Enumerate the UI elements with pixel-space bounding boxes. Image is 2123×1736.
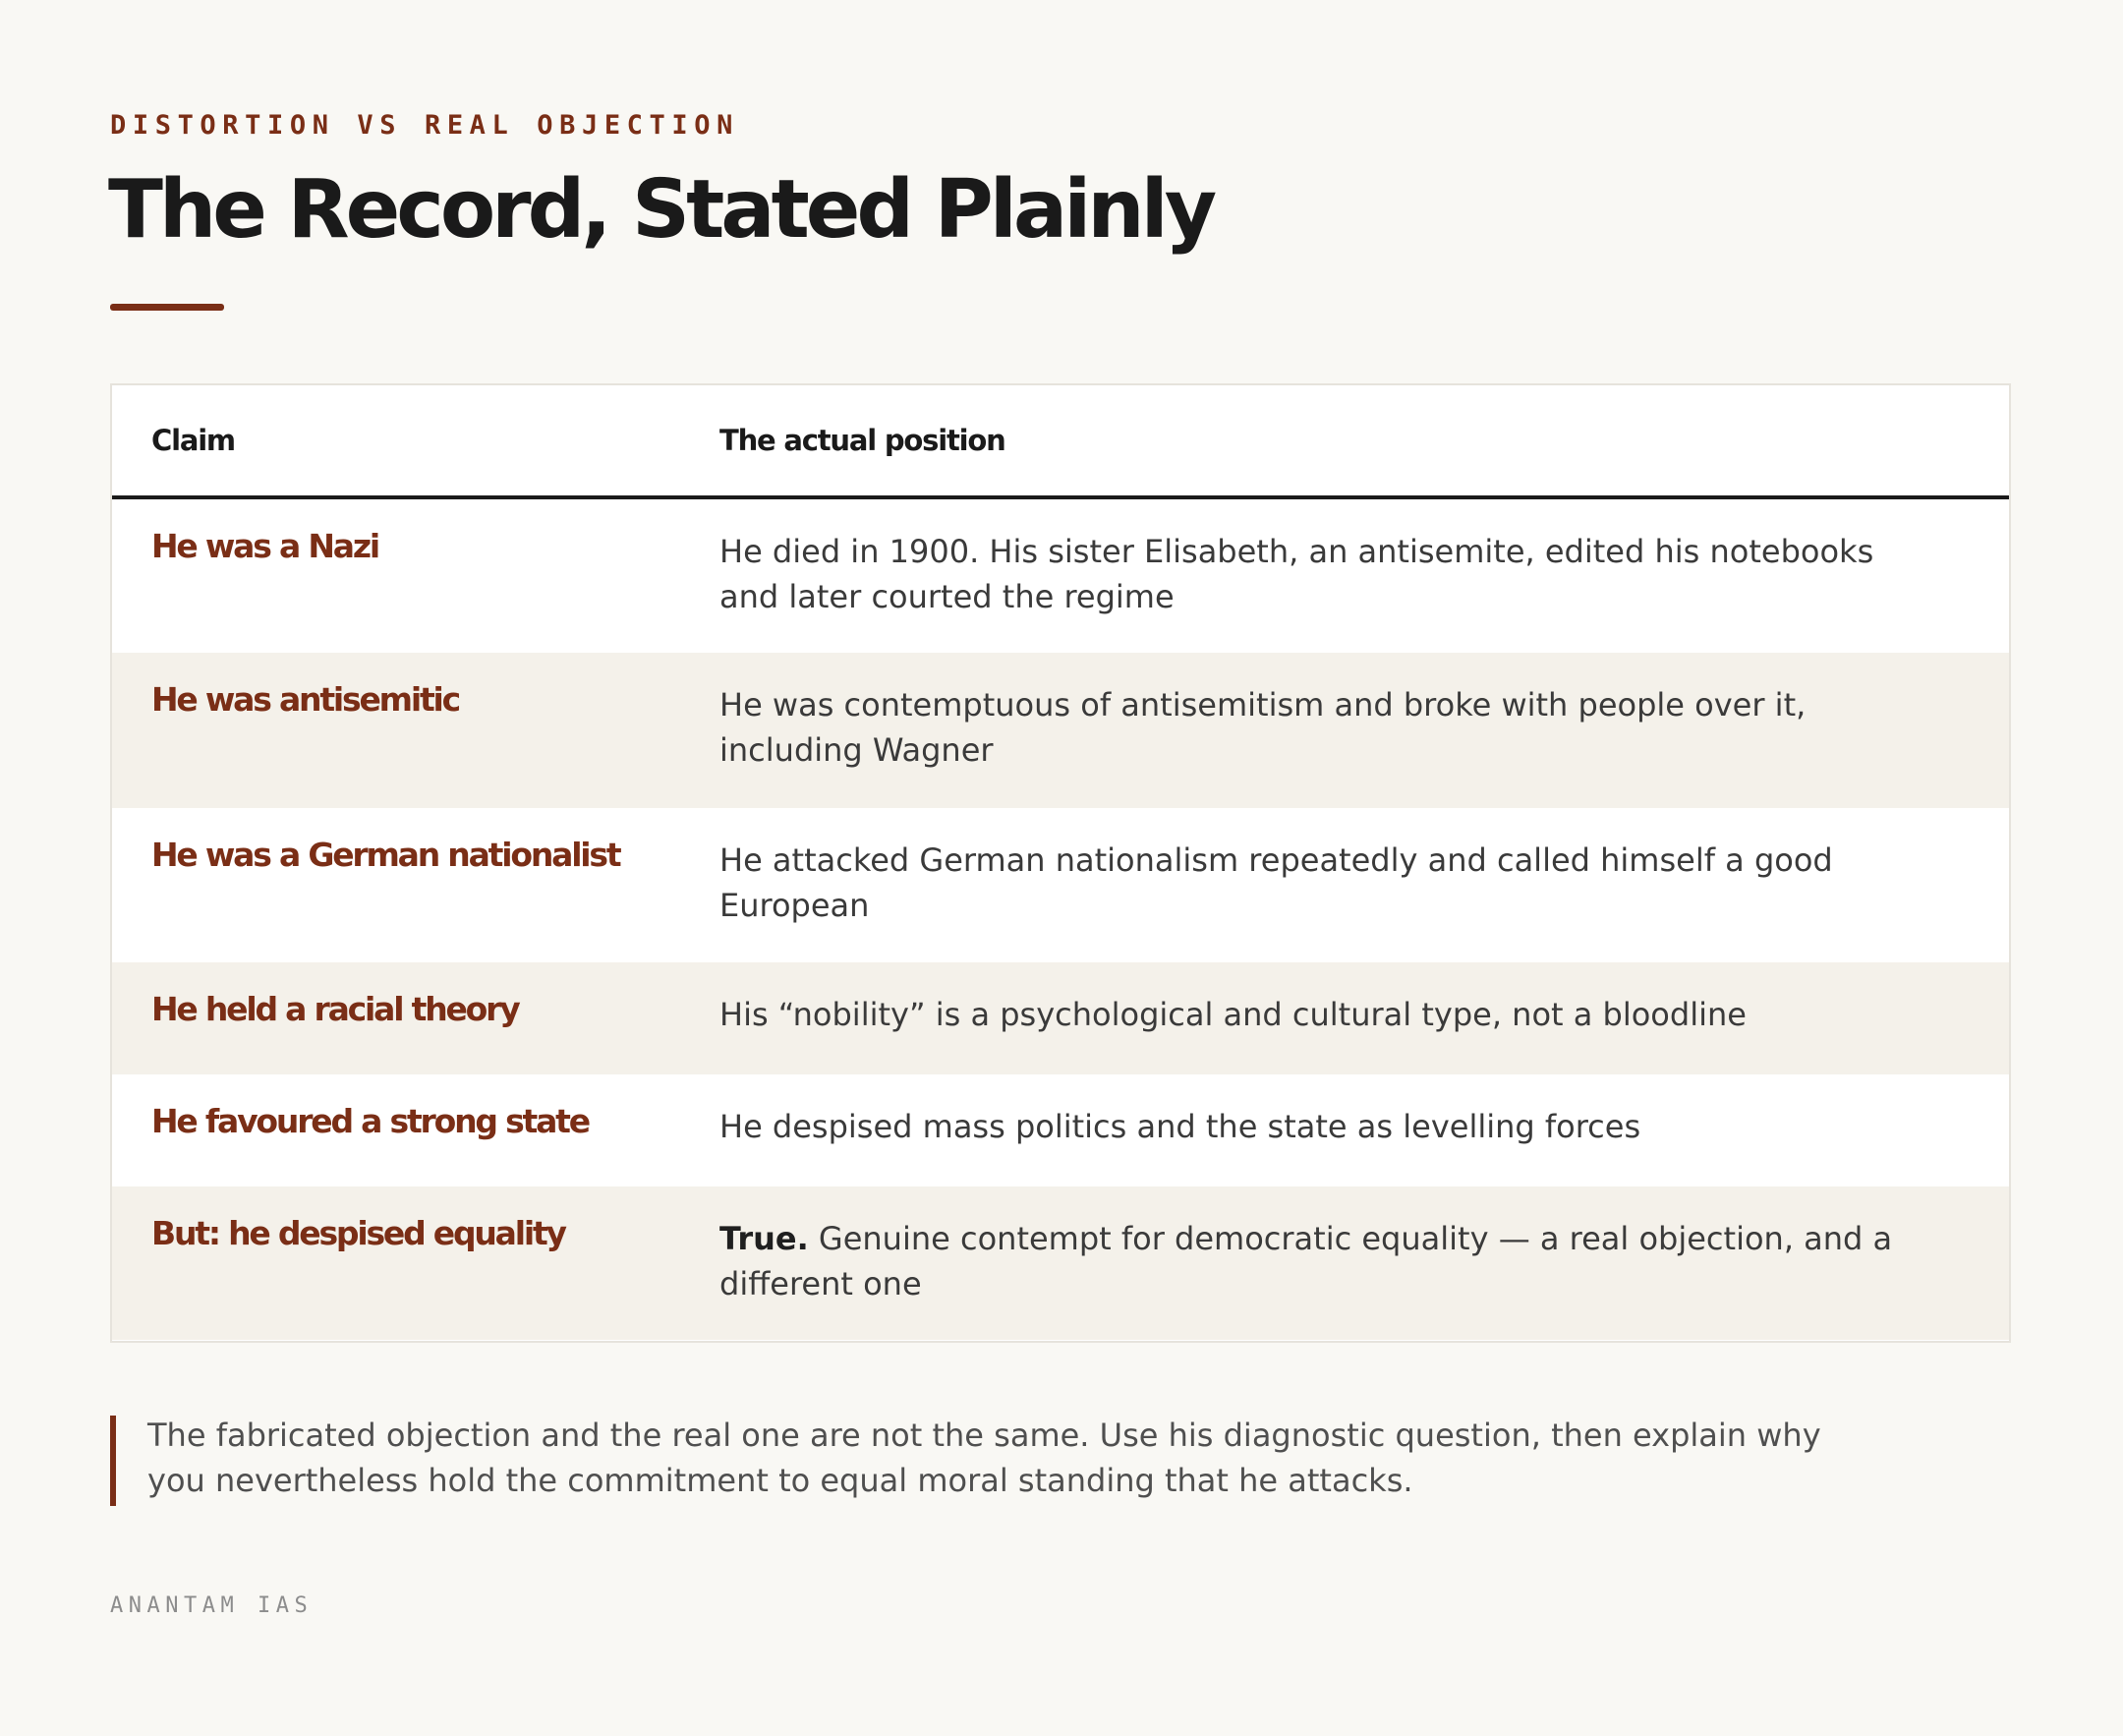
position-text: His “nobility” is a psychological and cultural type, not a bloodline [719, 996, 1747, 1033]
table-row [112, 1186, 2009, 1340]
page-title: The Record, Stated Plainly [108, 163, 1214, 257]
claim-cell: He was a German nationalist [112, 808, 719, 962]
position-lead: True. [719, 1220, 809, 1257]
callout-quote [110, 1416, 1879, 1506]
title-underline-accent [110, 304, 224, 311]
table-row [112, 653, 2009, 808]
claim-cell: He was a Nazi [112, 497, 719, 653]
position-cell [719, 962, 2009, 1074]
table-header-row [112, 385, 2009, 497]
table-row [112, 962, 2009, 1074]
position-text: He despised mass politics and the state as levelling forces [719, 1108, 1641, 1145]
column-header-claim: Claim [112, 385, 719, 497]
claim-cell: He was antisemitic [112, 653, 719, 808]
position-cell [719, 1186, 2009, 1340]
table-row [112, 1074, 2009, 1186]
position-text: He died in 1900. His sister Elisabeth, an antisemite, edited his notebooks and later courted the regime [719, 533, 1874, 615]
column-header-actual-position: The actual position [719, 385, 2009, 497]
table-row [112, 497, 2009, 653]
position-cell [719, 653, 2009, 808]
position-cell [719, 808, 2009, 962]
position-text: He attacked German nationalism repeatedly and called himself a good European [719, 841, 1833, 924]
claim-cell: He held a racial theory [112, 962, 719, 1074]
position-cell [719, 1074, 2009, 1186]
claim-cell: But: he despised equality [112, 1186, 719, 1340]
comparison-table [110, 383, 2011, 1343]
position-text: Genuine contempt for democratic equality — a real objection, and a different one [719, 1220, 1893, 1302]
claim-cell: He favoured a strong state [112, 1074, 719, 1186]
footer-brand: ANANTAM IAS [110, 1593, 314, 1618]
position-cell [719, 497, 2009, 653]
table-row [112, 808, 2009, 962]
section-kicker: DISTORTION VS REAL OBJECTION [110, 110, 739, 141]
callout-text: The fabricated objection and the real one are not the same. Use his diagnostic question, then explain why you nevertheless hold the commitment to equal moral standing that he attacks. [147, 1417, 1821, 1499]
position-text: He was contemptuous of antisemitism and broke with people over it, including Wagner [719, 686, 1807, 769]
